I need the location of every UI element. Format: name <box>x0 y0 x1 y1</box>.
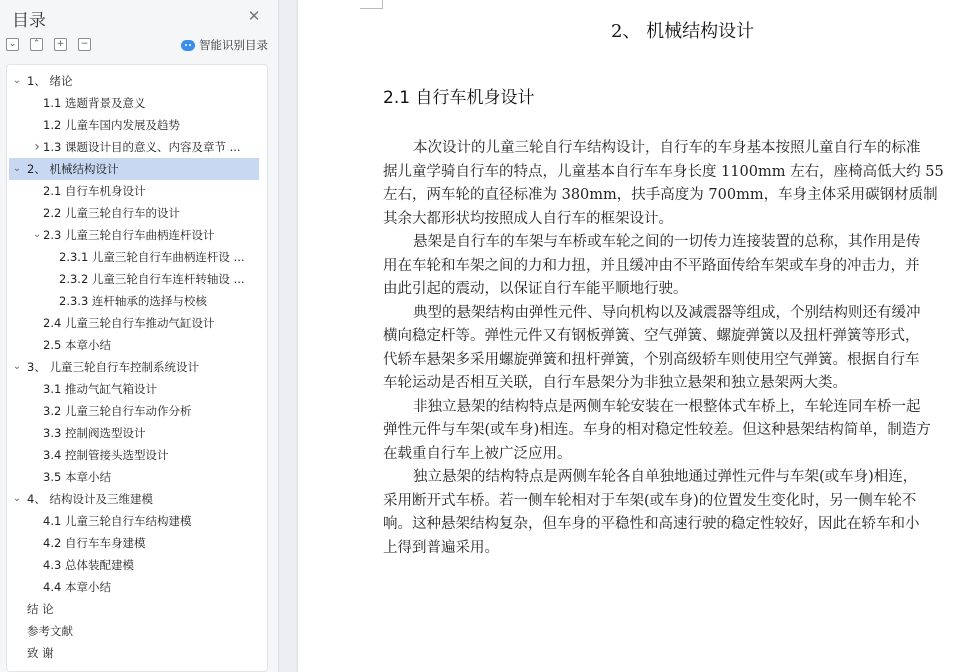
paragraph-line: 悬架是自行车的车架与车桥或车轮之间的一切传力连接装置的总称，其作用是传 <box>413 234 921 250</box>
toc-item[interactable] <box>9 466 259 488</box>
paragraph-line: 左右，两车轮的直径标准为 380mm，扶手高度为 700mm，车身主体采用碳钢材质制 <box>383 187 938 203</box>
toc-item[interactable] <box>9 136 259 158</box>
add-heading-icon[interactable]: + <box>54 38 67 51</box>
paragraph-line: 车轮运动是否相互关联，自行车悬架分为非独立悬架和独立悬架两大类。 <box>383 375 847 391</box>
smart-recognize-label: 智能识别目录 <box>199 38 268 52</box>
toc-item[interactable] <box>9 378 259 400</box>
paragraph-line: 非独立悬架的结构特点是两侧车轮安装在一根整体式车桥上，车轮连同车桥一起 <box>413 398 921 415</box>
paragraph-line: 响。这种悬架结构复杂，但车身的平稳性和高速行驶的稳定性较好，因此在轿车和小 <box>383 516 920 532</box>
toc-item-label: 结 论 <box>27 602 54 616</box>
remove-heading-icon[interactable]: − <box>78 38 91 51</box>
toc-item[interactable] <box>9 70 259 92</box>
toc-item-label: 2.4 儿童三轮自行车推动气缸设计 <box>43 316 215 330</box>
toc-item-label: 2.5 本章小结 <box>43 338 111 352</box>
toc-item-label: 3.5 本章小结 <box>43 470 111 484</box>
toc-item[interactable] <box>9 158 259 180</box>
paragraph-line: 在载重自行车上被广泛应用。 <box>383 445 572 462</box>
paragraph-line: 横向稳定杆等。弹性元件又有钢板弹簧、空气弹簧、螺旋弹簧以及扭杆弹簧等形式， <box>383 328 920 344</box>
chevron-down-icon[interactable]: ⌄ <box>12 361 22 372</box>
toc-toolbar <box>6 37 268 53</box>
toc-item-label: 2、 机械结构设计 <box>27 162 119 176</box>
paragraph-line: 其余大都形状均按照成人自行车的框架设计。 <box>383 210 673 227</box>
toc-item[interactable] <box>9 202 259 224</box>
toc-item-label: 1、 绪论 <box>27 74 73 88</box>
toc-item[interactable] <box>9 488 259 510</box>
paragraph-line: 据儿童学骑自行车的特点，儿童基本自行车车身长度 1100mm 左右，座椅高低大约 55 <box>383 163 944 180</box>
toc-item-label: 4.1 儿童三轮自行车结构建模 <box>43 514 192 528</box>
page-corner-mark <box>360 0 383 9</box>
toc-item-label: 参考文献 <box>27 624 73 638</box>
toc-item-label: 3.1 推动气缸气箱设计 <box>43 382 157 396</box>
toc-item-label: 2.2 儿童三轮自行车的设计 <box>43 206 180 220</box>
toc-item[interactable] <box>9 92 259 114</box>
toc-item[interactable] <box>9 114 259 136</box>
paragraph-line: 本次设计的儿童三轮自行车结构设计，自行车的车身基本按照儿童自行车的标准 <box>413 140 921 156</box>
toc-item[interactable] <box>9 620 259 642</box>
toc-item-label: 4、 结构设计及三维建模 <box>27 492 153 506</box>
toc-item-label: 3.3 控制阀选型设计 <box>43 426 146 440</box>
ai-bot-icon <box>181 40 195 51</box>
toc-item-label: 致 谢 <box>27 646 54 660</box>
paragraph-line: 由此引起的震动，以保证自行车能平顺地行驶。 <box>383 281 688 297</box>
paragraph-line: 典型的悬架结构由弹性元件、导向机构以及减震器等组成，个别结构则还有缓冲 <box>413 304 921 321</box>
toc-item-label: 3、 儿童三轮自行车控制系统设计 <box>27 360 199 374</box>
toc-item[interactable] <box>9 444 259 466</box>
paragraph-line: 采用断开式车桥。若一侧车轮相对于车架(或车身)的位置发生变化时，另一侧车轮不 <box>383 492 917 509</box>
close-icon[interactable]: ✕ <box>247 7 261 25</box>
toc-tree <box>6 64 268 672</box>
toc-item[interactable] <box>9 554 259 576</box>
toc-item[interactable] <box>9 400 259 422</box>
toc-item-label: 3.2 儿童三轮自行车动作分析 <box>43 404 192 418</box>
toc-item-label: 2.3.3 连杆轴承的选择与校核 <box>59 294 207 308</box>
toc-item[interactable] <box>9 290 259 312</box>
toc-item-label: 1.3 课题设计目的意义、内容及章节 ... <box>43 140 241 154</box>
toc-item[interactable] <box>9 576 259 598</box>
toc-sidebar <box>0 0 279 672</box>
smart-recognize-toc-button[interactable] <box>181 37 268 53</box>
chevron-right-icon[interactable]: › <box>34 139 40 155</box>
toc-item[interactable] <box>9 334 259 356</box>
toc-item[interactable] <box>9 268 259 290</box>
toc-item-label: 1.2 儿童车国内发展及趋势 <box>43 118 180 132</box>
toc-item[interactable] <box>9 598 259 620</box>
chapter-heading: 2、 机械结构设计 <box>611 21 755 42</box>
toc-item-label: 4.4 本章小结 <box>43 580 111 594</box>
toc-item-label: 1.1 选题背景及意义 <box>43 96 146 110</box>
paragraph-line: 用在车轮和车架之间的力和力扭，并且缓冲由不平路面传给车架或车身的冲击力，并 <box>383 257 920 274</box>
toc-item[interactable] <box>9 312 259 334</box>
paragraph-line: 弹性元件与车架(或车身)相连。车身的相对稳定性较差。但这种悬架结构简单，制造方 <box>383 422 931 438</box>
chevron-down-icon[interactable]: ⌄ <box>32 229 42 240</box>
toc-item[interactable] <box>9 356 259 378</box>
toc-item-label: 2.3.1 儿童三轮自行车曲柄连杆设 ... <box>59 250 245 264</box>
toc-item-label: 2.3 儿童三轮自行车曲柄连杆设计 <box>43 228 215 242</box>
chevron-down-icon[interactable]: ⌄ <box>12 163 22 174</box>
toc-item-label: 4.2 自行车车身建模 <box>43 536 146 550</box>
collapse-all-icon[interactable]: ⌃ <box>30 38 43 51</box>
toc-item-label: 4.3 总体装配建模 <box>43 558 134 572</box>
toc-item[interactable] <box>9 224 259 246</box>
toc-item[interactable] <box>9 246 259 268</box>
toc-item[interactable] <box>9 532 259 554</box>
chevron-down-icon[interactable]: ⌄ <box>12 75 22 86</box>
sidebar-title: 目录 <box>12 11 46 31</box>
expand-all-icon[interactable]: ⌄ <box>6 38 19 51</box>
toc-item[interactable] <box>9 642 259 664</box>
toc-item[interactable] <box>9 180 259 202</box>
toc-item-label: 2.3.2 儿童三轮自行车连杆转轴设 ... <box>59 272 245 286</box>
section-heading: 2.1 自行车机身设计 <box>383 88 535 108</box>
paragraph-line: 代轿车悬架多采用螺旋弹簧和扭杆弹簧，个别高级轿车则使用空气弹簧。根据自行车 <box>383 351 920 368</box>
toc-item-label: 2.1 自行车机身设计 <box>43 184 146 198</box>
toc-item[interactable] <box>9 422 259 444</box>
document-page[interactable] <box>298 0 965 672</box>
toc-item-label: 3.4 控制管接头选型设计 <box>43 448 169 462</box>
paragraph-line: 上得到普遍采用。 <box>383 539 499 556</box>
toc-item[interactable] <box>9 510 259 532</box>
chevron-down-icon[interactable]: ⌄ <box>12 493 22 504</box>
paragraph-line: 独立悬架的结构特点是两侧车轮各自单独地通过弹性元件与车架(或车身)相连， <box>413 469 918 485</box>
